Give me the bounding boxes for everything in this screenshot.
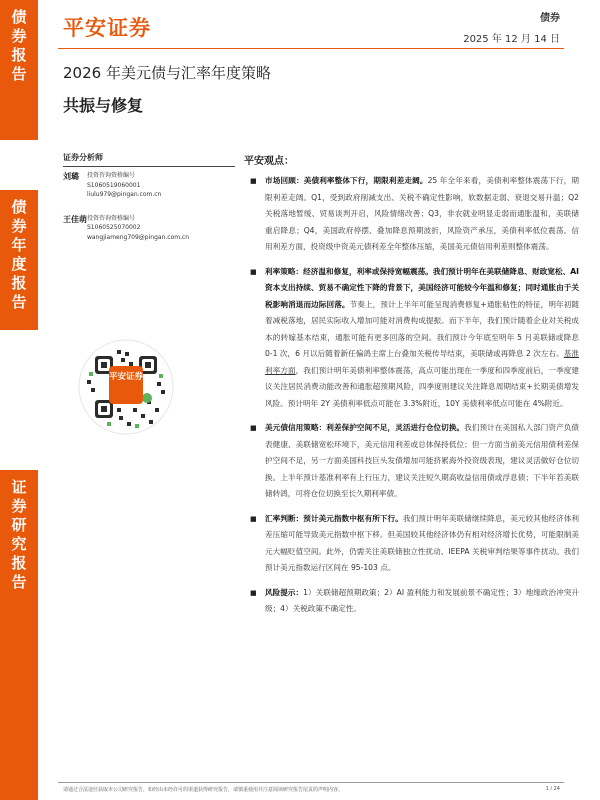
- sidebar-char: 年: [11, 236, 27, 254]
- sidebar-char: 度: [11, 255, 27, 273]
- sidebar-char: 债: [11, 8, 27, 26]
- viewpoint-text: 我们预计明年美联储继续降息，美元较其他经济体利差压缩可能导致美元指数中枢下移。但美国较其他经济体仍有相对经济增长优势，可能限制美元大幅贬值空间。此外，仍需关注美联储独立性扰动、IEEPA 关税审判结果等事件扰动。我们预计美元指数运行区间在 95-103 点。: [265, 513, 580, 572]
- analyst-cert-number: S1060525070002: [87, 224, 141, 231]
- sidebar: [0, 0, 38, 800]
- sidebar-char: 报: [11, 46, 27, 64]
- analyst-cert-label: 投资咨询资格编号: [87, 172, 136, 179]
- analyst-email[interactable]: liulu979@pingan.com.cn: [87, 191, 162, 198]
- viewpoint-lead: 市场回顾：美债利率整体下行，期限利差走阔。: [265, 176, 428, 185]
- viewpoint-lead: 利率策略：经济温和修复，利率或保持宽幅震荡。我们预计明年在美联储降息、财政宽松、AI 资本支出持续、贸易不确定性下降的背景下，美国经济可能较今年温和修复；同时通胀由于关税影响消退而边际回落。: [265, 266, 579, 309]
- analyst-info: [87, 171, 161, 200]
- sidebar-char: 券: [11, 497, 27, 515]
- viewpoint-lead: 汇率判断：预计美元指数中枢有所下行。: [265, 513, 403, 523]
- report-subtitle: 共振与修复: [63, 96, 144, 115]
- sidebar-char: 报: [11, 274, 27, 292]
- analyst-entry: [63, 171, 235, 200]
- analyst-name: 刘璐: [63, 172, 79, 181]
- sidebar-block-bond-report: [0, 0, 38, 140]
- sidebar-char: 证: [11, 478, 27, 496]
- footer-divider: [58, 782, 564, 783]
- sidebar-char: 债: [11, 198, 27, 216]
- sidebar-block-research-report: [0, 470, 38, 800]
- viewpoint-text: 25 年全年来看，美债利率整体震荡下行，期限利差走阔。Q1，受到政府削减支出、关税不确定性影响，软数据走弱、衰退交易升温；Q2 关税落地暂缓、贸易谈判开启，风险情绪改善；Q3，非农就业明显走弱而通胀温和，美联储重启降息；Q4，美国政府停摆、叠加降息预期波折，风险资产承压，美债利率低位震荡。信用利差方面，投资级中资美元债利差全年整体压缩，美国美元债信用利差则整体震荡。: [265, 176, 580, 251]
- analyst-email[interactable]: wangjiameng709@pingan.com.cn: [87, 233, 190, 241]
- qr-badge: 平安证券: [109, 366, 143, 404]
- viewpoint-lead: 风险提示：: [265, 587, 304, 597]
- analyst-entry: [63, 214, 235, 243]
- sidebar-char: 告: [11, 65, 27, 83]
- sidebar-block-annual-report: [0, 190, 38, 330]
- header-divider: [58, 48, 564, 49]
- qr-code[interactable]: [77, 338, 175, 436]
- main-content: [244, 152, 579, 626]
- sidebar-char: 研: [11, 516, 27, 534]
- report-type: 债券: [540, 13, 560, 24]
- viewpoint-text: 我们预计在美国私人部门资产负债表健康、美联储宽松环境下，美元信用利差或总体保持低位；但一方面当前美元信用债利差保护空间不足，另一方面美国科技巨头发债增加可能挤累海外投资级表现，建议灵活做好仓位切换。上半年预计基准利率有上行压力，建议关注短久期高收益信用债或浮息债；下半年若美联储转鸽，可将仓位切换至长久期利率债。: [265, 423, 580, 498]
- square-bullet-icon: ■: [250, 424, 257, 432]
- viewpoint-text: 1）关联储超预期政策；2）AI 盈利能力和发展前景不确定性；3）地缘政治冲突升级；4）关税政策不确定性。: [265, 587, 579, 613]
- analyst-panel: [63, 152, 235, 242]
- company-logo: 平安证券: [63, 16, 151, 40]
- sidebar-char: 告: [11, 293, 27, 311]
- sidebar-char: 券: [11, 27, 27, 45]
- viewpoint-item: [244, 264, 579, 413]
- square-bullet-icon: ■: [250, 267, 257, 276]
- viewpoint-item: [244, 511, 579, 577]
- sidebar-char: 究: [11, 535, 27, 553]
- viewpoint-item: [244, 173, 579, 256]
- analyst-heading: 证券分析师: [63, 152, 235, 167]
- sidebar-char: 券: [11, 217, 27, 235]
- viewpoint-item: [244, 585, 579, 618]
- analyst-cert-label: 投资咨询资格编号: [87, 214, 136, 222]
- report-date: 2025 年 12 月 14 日: [463, 34, 560, 45]
- viewpoint-lead: 美元债信用策略：利差保护空间不足，灵活进行仓位切换。: [265, 423, 465, 432]
- viewpoint-text-tail: ，我们预计明年美债利率整体震荡，高点可能出现在一季度和四季度前后，一季度建议关注居民消费动能改善和通胀超预期风险，四季度则建议关注降息周期结束+长期美债增发风险。预计明年 2Y 美债利率低点可能在 3.3%附近，10Y 美债利率低点可能在 4%附近。: [265, 365, 579, 408]
- analyst-cert-number: S1060519060001: [87, 181, 141, 189]
- viewpoint-text: 节奏上，预计上半年可能呈现消费修复+通胀粘性的特征，明年初随着减税落地，居民实际收入增加可能对消费构成提振。而下半年，我们预计随着企业对关税成本的转嫁基本结束，通胀可能有更多回落的空间。我们预计今年底至明年 5 月美联储或降息 0-1 次，6 月以后随着新任偏鸽主席上台叠加关税传导结束，美联储或再降息 2 次左右。: [265, 299, 580, 358]
- report-title: 2026 年美元债与汇率年度策略: [63, 64, 271, 82]
- square-bullet-icon: ■: [250, 177, 257, 185]
- analyst-name: 王佳萌: [63, 214, 87, 224]
- viewpoint-item: [244, 420, 579, 503]
- square-bullet-icon: ■: [250, 514, 257, 523]
- square-bullet-icon: ■: [250, 588, 257, 597]
- viewpoint-underlined-text: 基准利率方面: [265, 349, 580, 375]
- page-number: 1 / 24: [545, 786, 560, 792]
- analyst-info: [87, 214, 189, 243]
- footer-disclaimer: 请通过合法途径获取本公司研究报告，如经由未经许可的渠道获得研究报告，请慎重使用并注意阅读研究报告尾页的声明内容。: [63, 787, 344, 793]
- sidebar-char: 报: [11, 554, 27, 572]
- sidebar-char: 告: [11, 573, 27, 591]
- viewpoints-heading: 平安观点：: [244, 156, 294, 167]
